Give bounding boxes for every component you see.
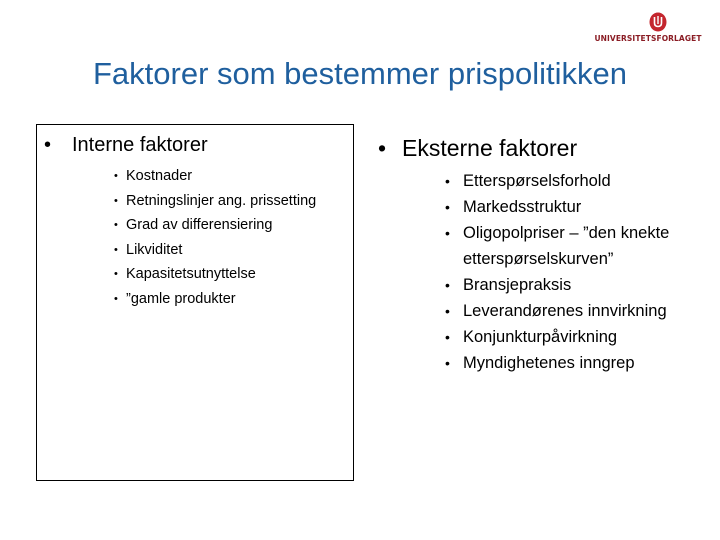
bullet: • — [445, 303, 450, 319]
list-item — [114, 238, 366, 263]
list-item — [114, 262, 366, 287]
external-heading-list — [378, 133, 577, 163]
list-item — [445, 324, 715, 350]
internal-factors-list — [114, 164, 366, 311]
logo-text: UNIVERSITETSFORLAGET — [594, 34, 702, 43]
publisher-logo — [586, 12, 710, 46]
list-item-label: Myndighetenes inngrep — [463, 354, 635, 372]
list-item-label: Retningslinjer ang. prissetting — [126, 192, 317, 209]
bullet: • — [445, 225, 450, 241]
list-item — [445, 272, 715, 298]
bullet: • — [114, 292, 118, 305]
internal-heading-list — [44, 132, 208, 158]
internal-heading — [44, 132, 208, 158]
list-item — [445, 298, 715, 324]
external-heading — [378, 133, 577, 163]
list-item — [114, 189, 366, 214]
list-item-label: Grad av differensiering — [126, 217, 273, 233]
bullet: • — [445, 277, 450, 293]
list-item — [114, 164, 366, 189]
list-item-label: Leverandørenes innvirkning — [463, 302, 667, 320]
list-item-label: Oligopolpriser – ”den knekte etterspørselskurven” — [463, 224, 670, 268]
list-item-label: Bransjepraksis — [463, 276, 572, 294]
bullet: • — [445, 329, 450, 345]
list-item-label: Kapasitetsutnyttelse — [126, 266, 256, 282]
bullet: • — [114, 194, 118, 207]
bullet: • — [114, 243, 118, 256]
internal-heading-label: Interne faktorer — [72, 134, 208, 156]
list-item-label: Markedsstruktur — [463, 198, 582, 216]
list-item — [114, 213, 366, 238]
list-item-label: Likviditet — [126, 241, 183, 258]
bullet: • — [445, 173, 450, 189]
bullet: • — [114, 219, 118, 231]
list-item — [445, 220, 715, 272]
bullet: • — [114, 170, 118, 182]
list-item — [445, 168, 715, 194]
bullet: • — [44, 134, 52, 156]
bullet: • — [114, 268, 118, 280]
external-heading-label: Eksterne faktorer — [402, 135, 578, 161]
slide-title: Faktorer som bestemmer prispolitikken — [92, 56, 628, 91]
list-item — [114, 287, 366, 312]
external-factors-list — [445, 168, 715, 376]
logo-mark-icon — [649, 12, 667, 32]
list-item-label: Konjunkturpåvirkning — [463, 328, 618, 346]
list-item-label: ”gamle produkter — [126, 290, 236, 307]
list-item-label: Kostnader — [126, 168, 193, 184]
bullet: • — [445, 199, 450, 215]
bullet: • — [445, 355, 450, 371]
list-item — [445, 350, 715, 376]
bullet: • — [378, 135, 387, 161]
list-item — [445, 194, 715, 220]
list-item-label: Etterspørselsforhold — [463, 172, 611, 190]
